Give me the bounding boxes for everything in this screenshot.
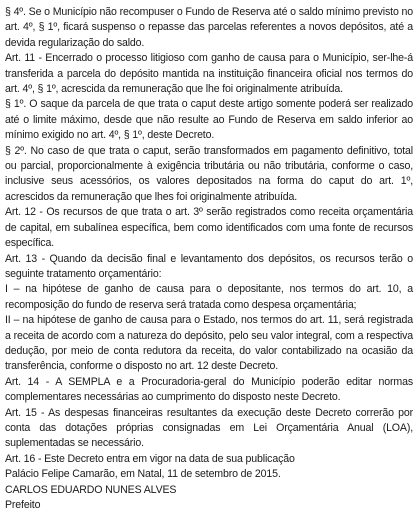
paragraph-art14: Art. 14 - A SEMPLA e a Procuradoria-geral do Município poderão editar normas complementares necessárias ao cumprimento do disposto neste Decreto. (5, 375, 413, 404)
signing-place-date: Palácio Felipe Camarão, em Natal, 11 de setembro de 2015. (5, 468, 281, 481)
paragraph-art13: Art. 13 - Quando da decisão final e levantamento dos depósitos, os recursos terão o seguinte tratamento orçamentário: (5, 252, 413, 280)
signatory-title: Prefeito (5, 499, 41, 511)
paragraph-art11-s2: § 2º. No caso de que trata o caput, serão transformados em pagamento definitivo, total ou parcial, proporcionalmente à exigência tributária ou não tributária, conforme o caso, inclusive seus acessórios, os valores depositados na forma do caput do art. 1º, acrescidos da remuneração que lhes foi originalmente atribuída. (5, 144, 413, 203)
paragraph-art11: Art. 11 - Encerrado o processo litigioso com ganho de causa para o Município, ser-lhe-á transferida a parcela do depósito mantida na instituição financeira oficial nos termos do art. 4º, § 1º, acrescida da remuneração que lhe foi originalmente atribuída. (5, 52, 413, 96)
paragraph-art11-s1: § 1º. O saque da parcela de que trata o caput deste artigo somente poderá ser realizado até o limite máximo, desde que não resulte ao Fundo de Reserva em saldo inferior ao mínimo exigido no art. 4º, § 1º, deste Decreto. (5, 98, 413, 142)
paragraph-art13-item-i: I – na hipótese de ganho de causa para o depositante, nos termos do art. 10, a recomposição do fundo de reserva será tratada como despesa orçamentária; (5, 283, 413, 311)
paragraph-art16: Art. 16 - Este Decreto entra em vigor na data de sua publicação (5, 452, 295, 465)
signatory-name: CARLOS EDUARDO NUNES ALVES (5, 483, 177, 496)
paragraph-art12: Art. 12 - Os recursos de que trata o art. 3º serão registrados como receita orçamentária de capital, em subalínea específica, bem como identificados com uma fonte de recursos específica. (5, 206, 413, 250)
paragraph-art10-s4: § 4º. Se o Município não recompuser o Fundo de Reserva até o saldo mínimo previsto no art. 4º, § 1º, ficará suspenso o repasse das parcelas referentes a novos depósitos, até a devida regularização do saldo. (5, 6, 413, 49)
paragraph-art15: Art. 15 - As despesas financeiras resultantes da execução deste Decreto correrão por conta das dotações próprias consignadas em Lei Orçamentária Anual (LOA), suplementadas se necessário. (5, 406, 413, 450)
paragraph-art13-item-ii: II – na hipótese de ganho de causa para o Estado, nos termos do art. 11, será registrada a receita de acordo com a natureza do depósito, pelo seu valor integral, com a respectiva dedução, por meio de conta redutora da receita, do valor contabilizado na ocasião da transferência, conforme o disposto no art. 12 deste Decreto. (5, 314, 413, 373)
